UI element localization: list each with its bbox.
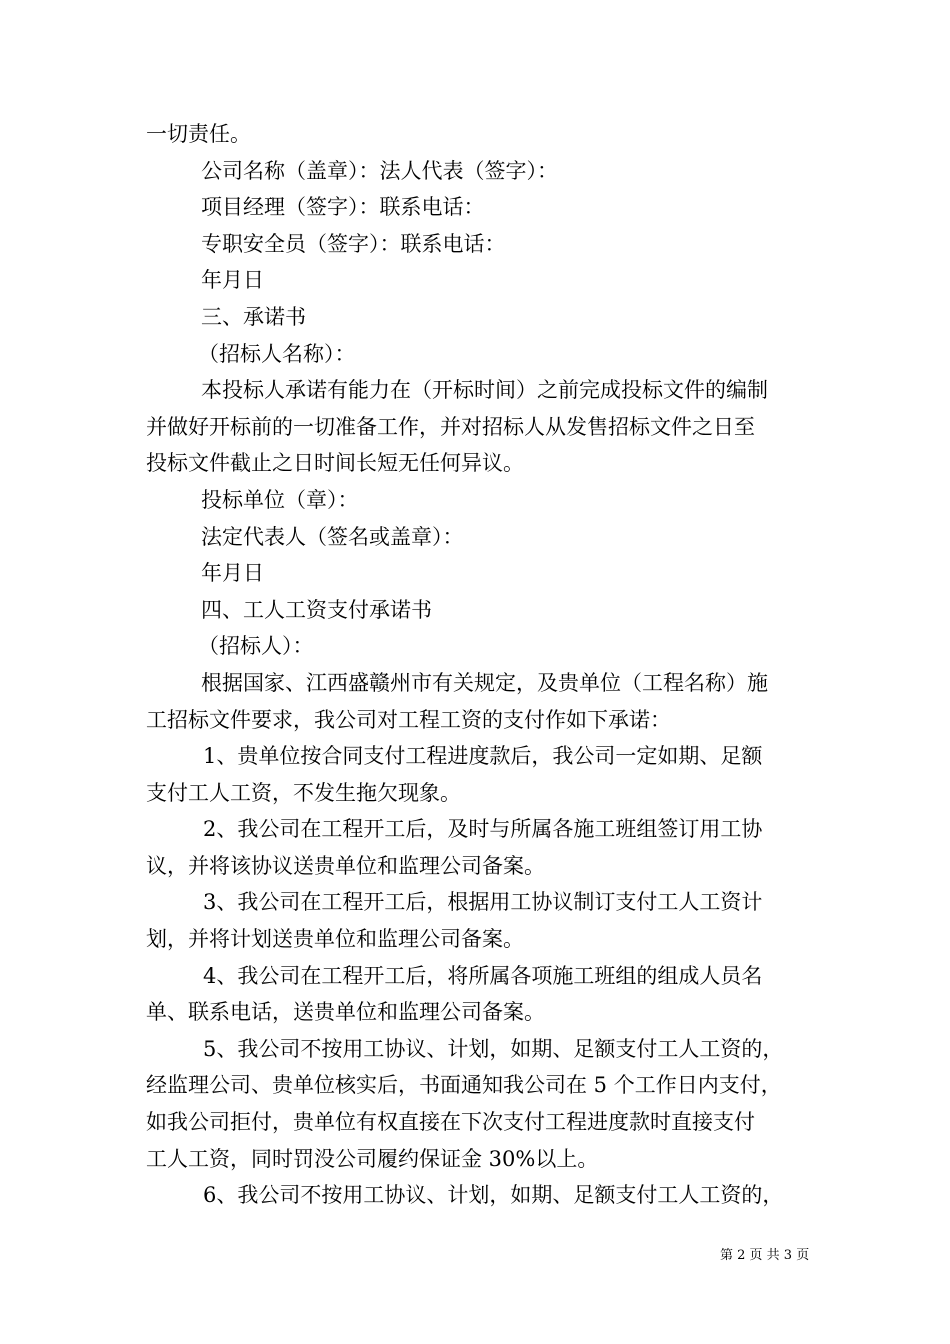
text-line: 一切责任。 [146,122,251,146]
text-line: 法定代表人（签名或盖章）： [201,524,464,549]
text-line: 经监理公司、贵单位核实后，书面通知我公司在 5 个工作日内支付， [146,1073,782,1098]
text-line: 单、联系电话，送贵单位和监理公司备案。 [146,1000,545,1025]
text-line: 三、承诺书 [201,304,306,329]
text-line: 4、我公司在工程开工后，将所属各项施工班组的组成人员名 [203,963,763,988]
text-line: 四、工人工资支付承诺书 [201,597,432,622]
text-line: 项目经理（签字）：联系电话： [201,195,485,220]
text-line: 议，并将该协议送贵单位和监理公司备案。 [146,853,545,878]
text-line: 公司名称（盖章）：法人代表（签字）： [201,158,558,183]
text-line: 1、贵单位按合同支付工程进度款后，我公司一定如期、足额 [203,744,763,769]
text-line: 年月日 [201,268,264,293]
page-number-footer: 第 2 页 共 3 页 [720,1248,810,1263]
text-line: 如我公司拒付，贵单位有权直接在下次支付工程进度款时直接支付 [146,1110,755,1135]
text-line: 年月日 [201,561,264,586]
text-line: 3、我公司在工程开工后，根据用工协议制订支付工人工资计 [203,890,763,915]
text-line: 专职安全员（签字）：联系电话： [201,231,506,256]
text-line: 2、我公司在工程开工后，及时与所属各施工班组签订用工协 [203,817,763,842]
text-line: 本投标人承诺有能力在（开标时间）之前完成投标文件的编制 [201,378,768,403]
text-line: （招标人）： [198,634,314,659]
text-line: 根据国家、江西盛赣州市有关规定，及贵单位（工程名称）施 [201,670,768,695]
text-line: 工招标文件要求，我公司对工程工资的支付作如下承诺： [146,707,671,732]
text-line: 投标文件截止之日时间长短无任何异议。 [146,451,524,476]
text-line: 并做好开标前的一切准备工作，并对招标人从发售招标文件之日至 [146,414,755,439]
text-line: （招标人名称）： [198,341,356,366]
text-line: 划，并将计划送贵单位和监理公司备案。 [146,927,524,952]
text-line: 支付工人工资，不发生拖欠现象。 [146,780,461,805]
text-line: 6、我公司不按用工协议、计划，如期、足额支付工人工资的， [203,1183,784,1208]
text-line: 工人工资，同时罚没公司履约保证金 30%以上。 [146,1146,599,1171]
text-line: 5、我公司不按用工协议、计划，如期、足额支付工人工资的， [203,1036,784,1061]
document-body [146,116,810,1214]
text-line: 投标单位（章）： [201,487,359,512]
